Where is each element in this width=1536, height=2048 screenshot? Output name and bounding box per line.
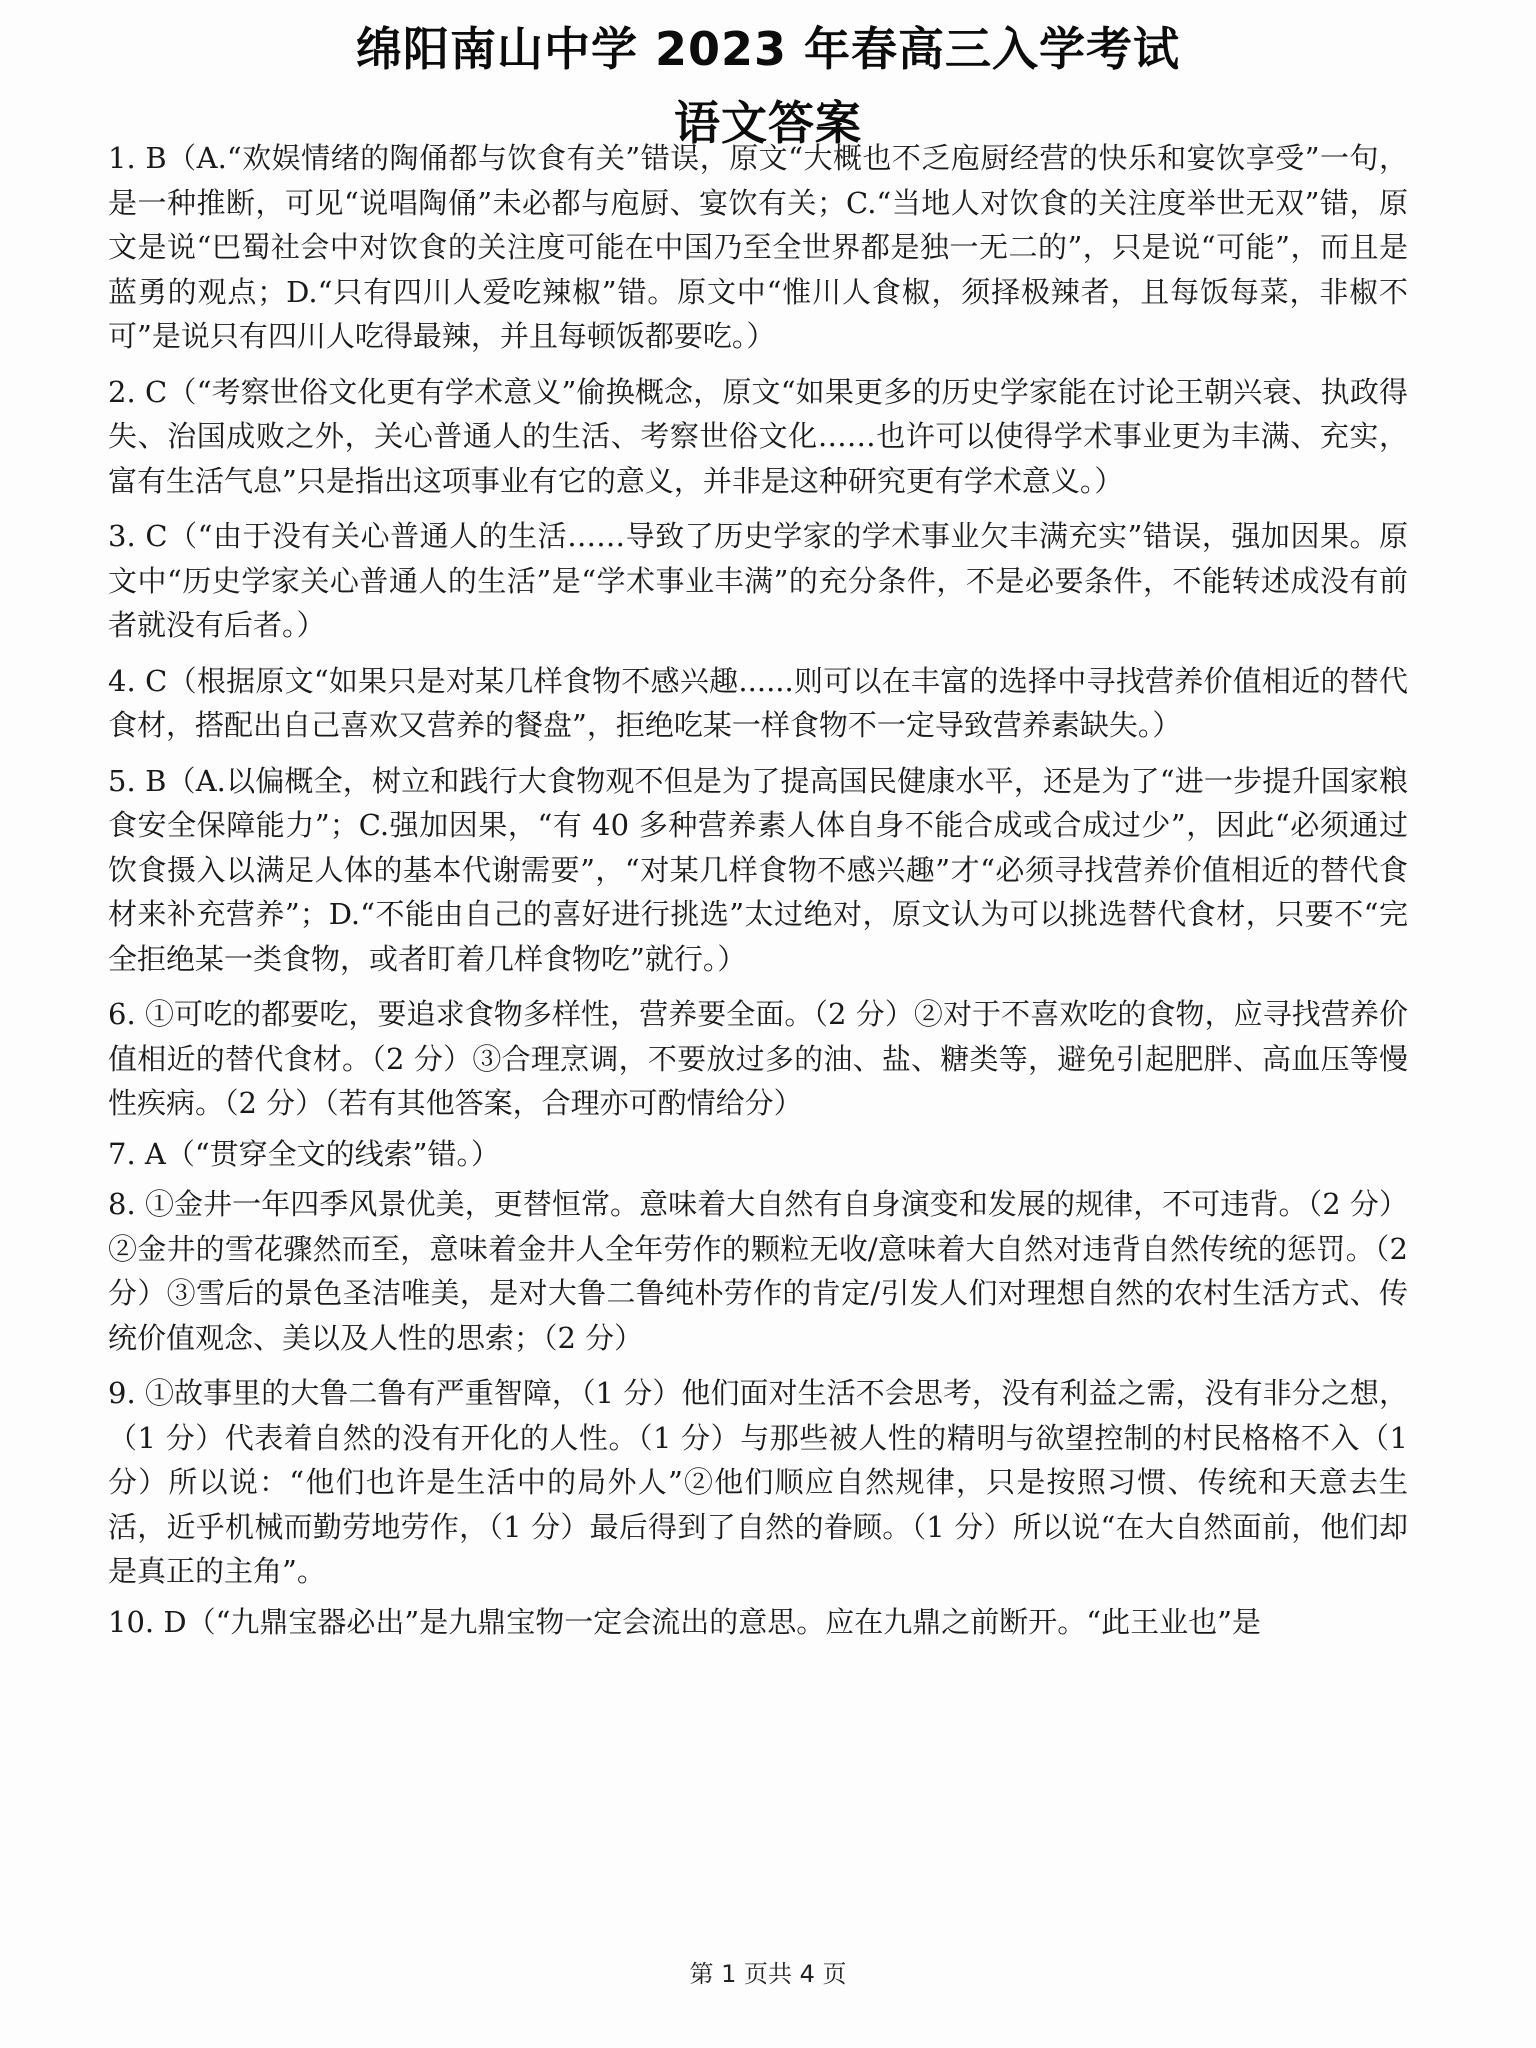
answer-item-6: 6. ①可吃的都要吃，要追求食物多样性，营养要全面。（2 分）②对于不喜欢吃的食物，应寻找营养价值相近的替代食材。（2 分）③合理烹调，不要放过多的油、盐、糖类等，避免引起肥胖、高血压等慢性疾病。（2 分）（若有其他答案，合理亦可酌情给分） [108, 997, 1408, 1120]
page-number: 第 1 页共 4 页 [689, 1960, 847, 1988]
answer-item-7: 7. A（“贯穿全文的线索”错。） [108, 1136, 500, 1171]
answer-item-10: 10. D（“九鼎宝器必出”是九鼎宝物一定会流出的意思。应在九鼎之前断开。“此王业也”是 [108, 1604, 1261, 1639]
answer-item-3: 3. C（“由于没有关心普通人的生活……导致了历史学家的学术事业欠丰满充实”错误，强加因果。原文中“历史学家关心普通人的生活”是“学术事业丰满”的充分条件，不是必要条件，不能转述成没有前者就没有后者。） [108, 519, 1408, 642]
answer-item-1: 1. B（A.“欢娱情绪的陶俑都与饮食有关”错误，原文“大概也不乏庖厨经营的快乐和宴饮享受”一句，是一种推断，可见“说唱陶俑”未必都与庖厨、宴饮有关；C.“当地人对饮食的关注度举世无双”错，原文是说“巴蜀社会中对饮食的关注度可能在中国乃至全世界都是独一无二的”，只是说“可能”，而且是蓝勇的观点；D.“只有四川人爱吃辣椒”错。原文中“惟川人食椒，须择极辣者，且每饭每菜，非椒不可”是说只有四川人吃得最辣，并且每顿饭都要吃。） [108, 141, 1408, 353]
exam-subtitle: 语文答案 [674, 96, 862, 150]
answer-item-9: 9. ①故事里的大鲁二鲁有严重智障，（1 分）他们面对生活不会思考，没有利益之需，没有非分之想，（1 分）代表着自然的没有开化的人性。（1 分）与那些被人性的精明与欲望控制的村民格格不入（1 分）所以说：“他们也许是生活中的局外人”②他们顺应自然规律，只是按照习惯、传统和天意去生活，近乎机械而勤劳地劳作，（1 分）最后得到了自然的眷顾。（1 分）所以说“在大自然面前，他们却是真正的主角”。 [108, 1376, 1408, 1588]
answer-list [108, 136, 1408, 1655]
answer-item-5: 5. B（A.以偏概全，树立和践行大食物观不但是为了提高国民健康水平，还是为了“进一步提升国家粮食安全保障能力”；C.强加因果，“有 40 多种营养素人体自身不能合成或合成过少”，因此“必须通过饮食摄入以满足人体的基本代谢需要”，“对某几样食物不感兴趣”才“必须寻找营养价值相近的替代食材来补充营养”；D.“不能由自己的喜好进行挑选”太过绝对，原文认为可以挑选替代食材，只要不“完全拒绝某一类食物，或者盯着几样食物吃”就行。） [108, 763, 1408, 976]
exam-title: 绵阳南山中学 2023 年春高三入学考试 [355, 22, 1181, 76]
answer-item-8: 8. ①金井一年四季风景优美，更替恒常。意味着大自然有自身演变和发展的规律，不可违背。（2 分）②金井的雪花骤然而至，意味着金井人全年劳作的颗粒无收/意味着大自然对违背自然传统的惩罚。（2 分）③雪后的景色圣洁唯美，是对大鲁二鲁纯朴劳作的肯定/引发人们对理想自然的农村生活方式、传统价值观念、美以及人性的思索；（2 分） [108, 1187, 1408, 1355]
answer-item-4: 4. C（根据原文“如果只是对某几样食物不感兴趣......则可以在丰富的选择中寻找营养价值相近的替代食材，搭配出自己喜欢又营养的餐盘”，拒绝吃某一样食物不一定导致营养素缺失。） [108, 663, 1408, 742]
answer-item-2: 2. C（“考察世俗文化更有学术意义”偷换概念，原文“如果更多的历史学家能在讨论王朝兴衰、执政得失、治国成败之外，关心普通人的生活、考察世俗文化……也许可以使得学术事业更为丰满、充实，富有生活气息”只是指出这项事业有它的意义，并非是这种研究更有学术意义。） [108, 374, 1408, 498]
